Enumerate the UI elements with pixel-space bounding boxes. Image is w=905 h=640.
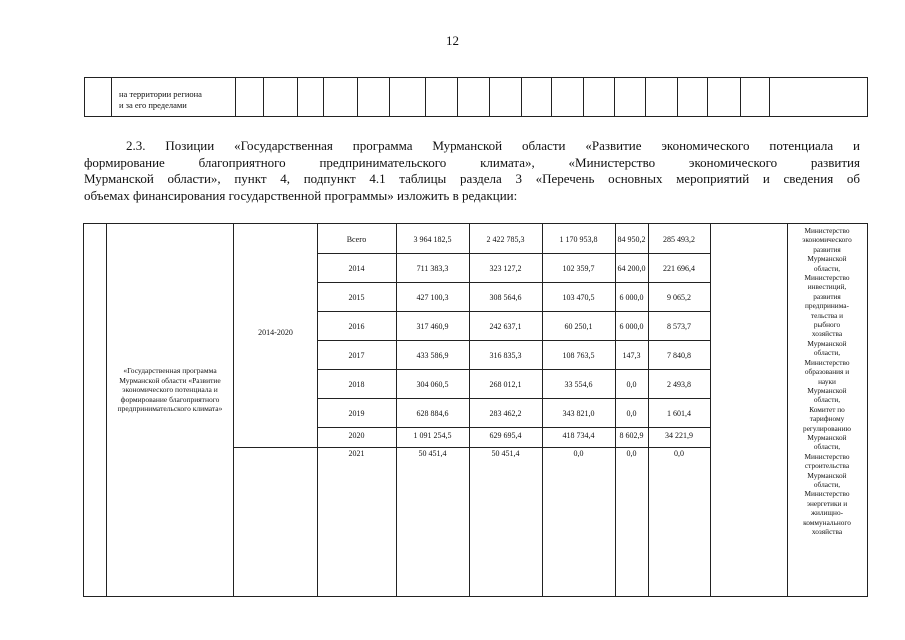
value-cell: 0,0 — [626, 449, 637, 458]
total-cell: 427 100,3 — [416, 293, 449, 302]
value-cell: 285 493,2 — [663, 235, 695, 244]
total-cell: 304 060,5 — [416, 380, 449, 389]
value-cell: 283 462,2 — [489, 409, 522, 418]
year-cell: 2015 — [348, 293, 365, 302]
value-cell: 108 763,5 — [562, 351, 595, 360]
year-cell: 2016 — [348, 322, 365, 331]
value-cell: 6 000,0 — [619, 322, 644, 331]
executor-line: области, — [813, 442, 841, 452]
fragment-line: на территории региона — [119, 89, 202, 99]
executor-line: хозяйства — [811, 329, 843, 339]
executor-line: рыбного — [813, 320, 841, 330]
executor-line: Министерство — [804, 226, 850, 235]
value-cell: 242 637,1 — [489, 322, 522, 331]
previous-table-fragment — [84, 77, 868, 117]
executor-line: Мурманской — [807, 385, 847, 395]
paragraph-line: объемах финансирования государственной программы» изложить в редакции: — [84, 187, 518, 203]
year-cell: 2020 — [348, 431, 365, 440]
value-cell: 418 734,4 — [562, 431, 595, 440]
value-cell: 102 359,7 — [562, 264, 595, 273]
executor-line: регулированию — [803, 423, 851, 433]
period: 2014-2020 — [258, 328, 293, 337]
paragraph-line: 2.3. Позиции «Государственная программа Мурманской области «Развитие экономического потенциала и — [126, 138, 860, 153]
year-cell: 2021 — [348, 449, 365, 458]
value-cell: 147,3 — [622, 351, 641, 360]
value-cell: 2 493,8 — [667, 380, 691, 389]
value-cell: 84 950,2 — [617, 235, 646, 244]
value-cell: 629 695,4 — [489, 431, 522, 440]
executor-line: энергетики и — [806, 498, 848, 508]
executor-line: Министерство — [804, 451, 850, 461]
value-cell: 308 564,6 — [489, 293, 522, 302]
paragraph-line: формирование благоприятного предпринимательского климата», «Министерство экономического развития — [84, 154, 860, 170]
executor-line: инвестиций, — [807, 282, 847, 292]
executor-line: Министерство — [804, 273, 850, 283]
fragment-line: и за его пределами — [119, 100, 187, 110]
value-cell: 103 470,5 — [562, 293, 595, 302]
executor-line: Министерство — [804, 489, 850, 499]
executor-line: жилищно- — [810, 508, 844, 518]
executor-line: Мурманской — [807, 338, 847, 348]
executor-line: строительства — [804, 461, 850, 471]
value-cell: 0,0 — [626, 409, 637, 418]
value-cell: 34 221,9 — [665, 431, 693, 440]
amendment-paragraph — [84, 138, 860, 204]
executor-line: Мурманской — [807, 432, 847, 442]
year-cell: 2014 — [348, 264, 365, 273]
value-cell: 50 451,4 — [491, 449, 520, 458]
value-cell: 1 170 953,8 — [559, 235, 598, 244]
page-number: 12 — [446, 33, 459, 48]
executor-line: области, — [813, 348, 841, 358]
executor-line: Комитет по — [809, 404, 845, 414]
executor-line: области, — [813, 263, 841, 273]
executor-line: области, — [813, 479, 841, 489]
value-cell: 0,0 — [674, 449, 684, 458]
fragment-cell-text — [119, 89, 202, 111]
value-cell: 221 696,4 — [663, 264, 695, 273]
total-cell: 628 884,6 — [416, 409, 449, 418]
value-cell: 7 840,8 — [667, 351, 691, 360]
value-cell: 268 012,1 — [489, 380, 522, 389]
executor-line: экономического — [802, 235, 852, 245]
executor-line: тельства и — [810, 310, 844, 320]
year-cell: 2017 — [348, 351, 365, 360]
value-cell: 60 250,1 — [564, 322, 593, 331]
financing-table — [83, 223, 868, 597]
year-cell: 2019 — [348, 409, 365, 418]
executor-line: развития — [813, 291, 841, 301]
value-cell: 323 127,2 — [489, 264, 522, 273]
value-cell: 0,0 — [573, 449, 584, 458]
value-cell: 8 573,7 — [667, 322, 691, 331]
executor-line: Мурманской — [807, 470, 847, 480]
executor-line: развития — [813, 244, 841, 254]
value-cell: 64 200,0 — [617, 264, 646, 273]
total-cell: 3 964 182,5 — [413, 235, 452, 244]
total-cell: 433 586,9 — [416, 351, 449, 360]
value-cell: 8 602,9 — [619, 431, 644, 440]
executor-line: науки — [818, 376, 836, 386]
total-cell: 1 091 254,5 — [413, 431, 452, 440]
executor-line: области, — [813, 395, 841, 405]
executor-line: Мурманской — [807, 254, 847, 264]
total-cell: 50 451,4 — [418, 449, 447, 458]
executor-line: коммунального — [803, 517, 851, 527]
paragraph-line: Мурманской области», пункт 4, подпункт 4.1 таблицы раздела 3 «Перечень основных мероприятий и сведения об — [84, 171, 860, 186]
executor-line: предпринима- — [805, 301, 849, 311]
executor-line: образования и — [804, 367, 850, 377]
value-cell: 6 000,0 — [619, 293, 644, 302]
value-cell: 1 601,4 — [667, 409, 691, 418]
executor-line: Министерство — [804, 357, 850, 367]
executor-line: хозяйства — [811, 527, 843, 536]
total-cell: 711 383,3 — [416, 264, 449, 273]
program-name: «Государственная программа Мурманской области «Развитие экономического потенциала и формирование благоприятного предпринимательского климата» — [117, 366, 223, 413]
value-cell: 2 422 785,3 — [486, 235, 525, 244]
value-cell: 316 835,3 — [489, 351, 522, 360]
value-cell: 9 065,2 — [667, 293, 691, 302]
executor-line: тарифному — [809, 414, 845, 424]
year-cell: 2018 — [348, 380, 365, 389]
year-cell: Всего — [346, 235, 367, 244]
responsible-executors — [787, 226, 867, 536]
total-cell: 317 460,9 — [416, 322, 449, 331]
value-cell: 343 821,0 — [562, 409, 595, 418]
value-cell: 0,0 — [626, 380, 637, 389]
value-cell: 33 554,6 — [564, 380, 593, 389]
